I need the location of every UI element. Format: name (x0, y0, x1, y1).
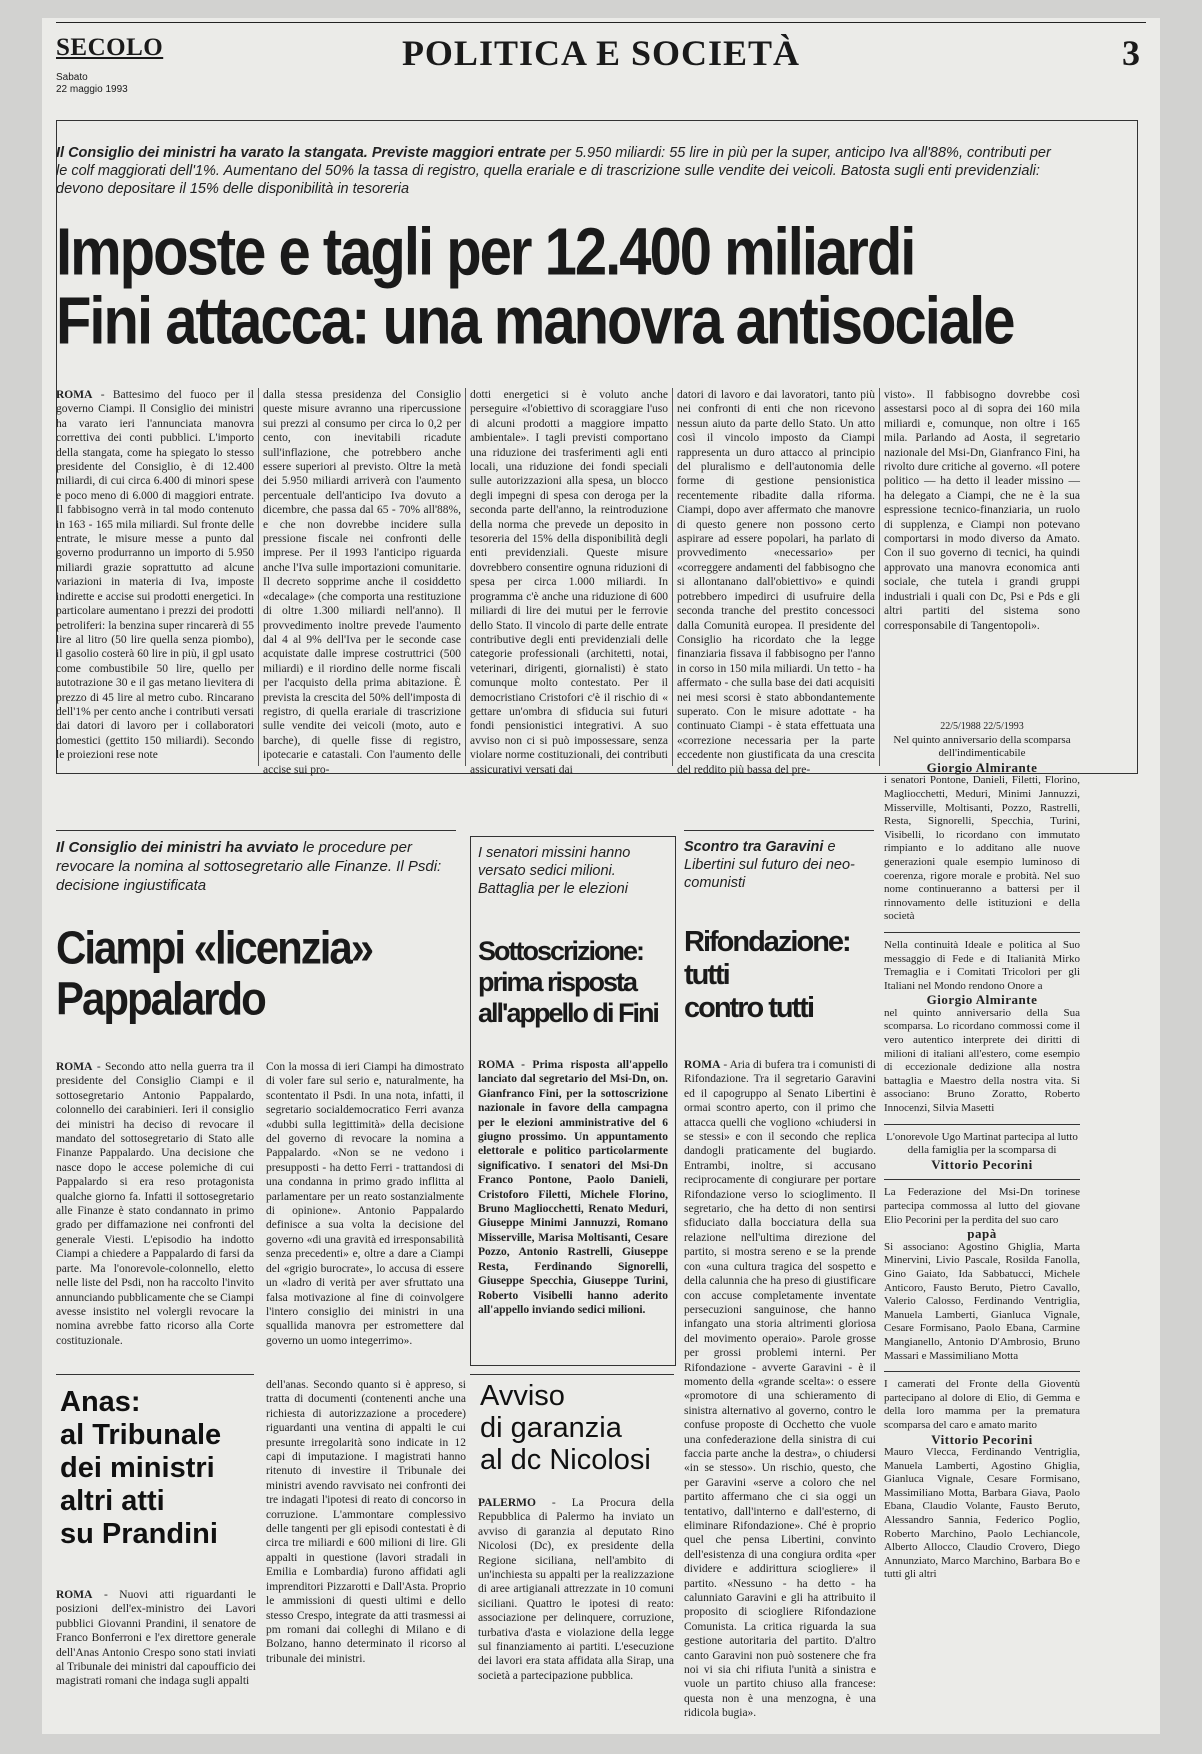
column-divider (258, 388, 259, 766)
kicker-bold: Il Consiglio dei ministri ha avviato (56, 839, 299, 856)
divider (884, 1124, 1080, 1125)
obituary-column (884, 720, 1080, 1640)
kicker-text: e Libertini sul futuro dei neo-comunisti (684, 839, 855, 891)
newspaper-name: SECOLO (56, 34, 164, 61)
column-divider (465, 388, 466, 766)
nicolosi-body (478, 1496, 674, 1690)
main-column-3: dotti energetici si è voluto anche perseguire «l'obiettivo di scoraggiare l'uso di alcuni prodotti a maggiore impatto ambientale». I tagli previsti comportano una riduzione dei trasferimenti agli enti locali, una riduzione dei fondi speciali sulle autorizzazioni alla spesa, un blocco degli impegni di spesa con deroga per la seconda parte dell'anno, la reintroduzione della norma che prevede un deposito in tesoreria del 15% della disponibilità degli enti previdenziali. Queste misure dovrebbero consentire ognuna riduzioni di spesa per circa 1.000 miliardi. In programma c'è anche una riduzione di 600 miliardi di lire dei mutui per le ferrovie dello Stato. Il vincolo di parte delle entrate contributive degli enti previdenziali delle categorie professionali (architetti, notai, veterinari, dirigenti, giornalisti) è stato comunque molto contestato. Per il democristiano Cristofori c'è il rischio di « gettare un'ombra di sfiducia sui futuri fondi pensionistici integrativi. A suo avviso non ci si può impossessare, senza violare norme costituzionali, dei contributi assicurativi versati dai (470, 389, 668, 776)
main-story-kicker (56, 144, 1056, 198)
issue-date (56, 72, 128, 96)
ciampi-kicker (56, 838, 456, 895)
column-divider (879, 388, 880, 766)
ciampi-column-1 (56, 1060, 254, 1362)
dedication-text: nel quinto anniversario della Sua scomparsa. Lo ricordano commossi come il vero autentico interprete dei diritti di milioni di italiani all'estero, come esempio di eccezionale dedizione alla nostra battaglia e Maestro della nostra vita. Si associano: Bruno Zoratto, Roberto Innocenzi, Silvia Masetti (884, 1006, 1080, 1115)
headline-line-1: Ciampi «licenzia» (56, 921, 373, 974)
dedication-intro: Nella continuità Ideale e politica al Suo messaggio di Fede e di Italianità Mirko Tremaglia e i Comitati Tricolori per gli Italiani nel Mondo rendono Onore a (884, 938, 1080, 992)
headline-line-1: Sottoscrizione: (478, 936, 644, 966)
story-top-rule (684, 830, 874, 831)
kicker-bold: Il Consiglio dei ministri ha varato la stangata. Previste maggiori entrate (56, 145, 546, 161)
main-column-5: visto». Il fabbisogno dovrebbe così assestarsi poco al di sopra dei 160 mila miliardi e, comunque, non oltre i 165 mila. Parlando ad Aosta, il segretario nazionale del Msi-Dn, Gianfranco Fini, ha rivolto dure critiche al governo. «Il potere politico — ha detto il leader missino — ha delegato a Ciampi, che ne è la sua espressione tecnico-finanziaria, un ruolo di supplenza, e Ciampi non potevano comportarsi in modo diverso da Amato. Con il suo governo di tecnici, ha quindi approvato una manovra economica anti sociale, che tutela i grandi gruppi industriali i quali con Dc, Psi e Pds e gli altri partiti del sistema sono corresponsabile di Tangentopoli». (884, 389, 1080, 632)
anniversary-dates: 22/5/1988 22/5/1993 (940, 721, 1024, 732)
top-rule (56, 22, 1146, 23)
ciampi-column-2: Con la mossa di ieri Ciampi ha dimostrato di voler fare sul serio e, naturalmente, ha scontentato il Psdi. In una nota, infatti, il segretario socialdemocratico Ferri avanza «dubbi sulla legittimità» della decisione del governo di revocare la nomina a Pappalardo. «Non se ne vedono i presupposti - ha detto Ferri - trattandosi di una condanna in primo grado inflitta al parlamentare per un reato sostanzialmente di opinione». Antonio Pappalardo definisce a sua volta la decisione del governo «di una gravità ed irresponsabilità senza precedenti» e, oltre a dare a Ciampi del «grigio burocrate», lo accusa di essere un «ladro di verità per aver sfruttato una falsa motivazione al fine di coinvolgere l'intero consiglio dei ministri in una squallida manovra per estromettere dal governo un uomo integerrimo». (266, 1061, 464, 1347)
headline-line-3: all'appello di Fini (478, 998, 658, 1028)
issue-date-text: 22 maggio 1993 (56, 84, 128, 95)
condolence-name: Vittorio Pecorini (931, 1156, 1033, 1172)
headline-line-2: tutti (684, 959, 729, 991)
condolence-text: Si associano: Agostino Ghiglia, Marta Minervini, Livio Pascale, Rosilda Fanolla, Gino Gaiato, Ida Sabbatucci, Michele Anticoro, Fausto Beruto, Pietro Cavallo, Valerio Calosso, Ferdinando Ventriglia, Manuela Lamberti, Gianluca Vignale, Cesare Formisano, Paolo Ebana, Carmine Mangianello, Antonio D'Ambrosio, Bruno Massari e Massimiliano Motta (884, 1240, 1080, 1362)
newspaper-page (42, 18, 1160, 1734)
headline-line-2: di garanzia (480, 1412, 622, 1444)
anniversary-text: i senatori Pontone, Danieli, Filetti, Florino, Magliocchetti, Meduri, Minimi Jannuzzi, Misserville, Moltisanti, Pozzo, Rastrelli, Resta, Signorelli, Specchia, Turini, Visibelli, lo ricordano con immutato rimpianto e lo additano alle nuove generazioni quale esempio luminoso di coerenza, rigore morale e probità. Nel suo nome continueranno a battersi per il rinnovamento delle istituzioni e della società (884, 774, 1080, 923)
rifondazione-kicker (684, 838, 874, 892)
sottoscrizione-kicker: I senatori missini hanno versato sedici milioni. Battaglia per le elezioni (478, 845, 631, 897)
main-headline (56, 214, 1136, 359)
main-column-2: dalla stessa presidenza del Consiglio queste misure avranno una ripercussione sui prezzi al consumo per circa lo 0,2 per cento, con inevitabili ricadute sull'inflazione, che potrebbero anche essere superiori al previsto. Oltre la metà dei 5.950 miliardi arriverà con l'aumento percentuale dell'anticipo Iva dovuto a dicembre, che passa dal 65 - 70% all'88%, e che non dovrebbe incidere sulla pressione fiscale nei confronti delle imprese. Per il 1993 l'anticipo riguarda anche l'Iva sulle importazioni comunitarie. Il decreto sopprime anche il cosiddetto «decalage» (che comporta una restituzione di oltre 1.300 miliardi nell'anno). Il provvedimento inoltre prevede l'aumento dal 4 al 9% dell'Iva per le seconde case acquistate dalle imprese costruttrici (500 miliardi) e il riordino delle norme fiscali per l'acquisto della prima abitazione. È prevista la crescita del 50% dell'imposta di registro, di quella erariale di trascrizione sulle vendite dei veicoli (moto, auto e barche), di quelle fisse di registro, ipotecarie e catastali. Con l'aumento delle accise sui pro- (263, 389, 461, 776)
column-divider (672, 388, 673, 766)
condolence-intro: La Federazione del Msi-Dn torinese partecipa commossa al lutto del giovane Elio Pecorini per la perdita del suo caro (884, 1186, 1080, 1226)
masthead (56, 24, 1146, 116)
headline-line-2: al Tribunale (60, 1419, 222, 1451)
dateline: PALERMO (478, 1497, 536, 1509)
divider (884, 1179, 1080, 1180)
headline-line-3: contro tutti (684, 992, 814, 1024)
kicker-bold: Scontro tra Garavini (684, 839, 824, 855)
headline-line-1: Avviso (480, 1380, 565, 1412)
section-title: POLITICA E SOCIETÀ (401, 33, 801, 73)
dateline: ROMA - Prima risposta all'appello (478, 1059, 668, 1071)
dateline: ROMA (56, 1589, 93, 1601)
column-text: - Secondo atto nella guerra tra il presidente del Consiglio Ciampi e il sottosegretario Antonio Pappalardo, colonnello dei carabinieri. Ieri il consiglio dei ministri ha deciso di revocare il mandato del sottosegretario di Stato alle Finanze Pappalardo. Una decisione che nasce dopo le accese polemiche di cui Pappalardo si era reso protagonista qualche giorno fa. Infatti il sottosegretario alle Finanze è stato condannato in primo grado per diffamazione nei confronti del generale Viesti. L'episodio ha indotto Ciampi a chiedere a Pappalardo di farsi da parte. Ma l'onorevole-colonnello, eletto nelle liste del Psdi, non ha raccolto l'invito annunciando pubblicamente che se Ciampi avesse insistito nel volergli revocare la nomina avrebbe fatto ricorso alla Corte costituzionale. (56, 1061, 255, 1347)
column-text: lanciato dal segretario del Msi-Dn, on. Gianfranco Fini, per la sottoscrizione nazionale in favore della campagna per le elezioni amministrative del 6 giugno prossimo. Un appuntamento elettorale e politico particolarmente significativo. I senatori del Msi-Dn Franco Pontone, Paolo Danieli, Cristoforo Filetti, Michele Florino, Bruno Magliocchetti, Renato Meduri, Giuseppe Minimi Jannuzzi, Romano Misserville, Marisa Moltisanti, Cesare Pozzo, Antonio Rastrelli, Giuseppe Resta, Ferdinando Signorelli, Giuseppe Specchia, Giuseppe Turini, Roberto Visibelli hanno aderito all'appello inviando sedici milioni. (478, 1073, 668, 1316)
column-text: - La Procura della Repubblica di Palermo ha inviato un avviso di garanzia al deputato Rino Nicolosi (Dc), ex presidente della Regione siciliana, nell'ambito di un'inchiesta su appalti per la realizzazione di aree artigianali attrezzate in 10 comuni siciliani. Quattro le ipotesi di reato: associazione per delinquere, corruzione, turbativa d'asta e violazione della legge sul finanziamento ai partiti. L'esecuzione dei lavori era stata affidata alla Sirap, una società a partecipazione pubblica. (478, 1497, 674, 1682)
main-column-1 (56, 388, 254, 766)
headline-line-1: Imposte e tagli per 12.400 miliardi (56, 214, 915, 290)
divider (884, 932, 1080, 933)
headline-line-2: Fini attacca: una manovra antisociale (56, 283, 1014, 359)
story-top-rule (56, 830, 456, 831)
condolence-name: papà (967, 1226, 997, 1242)
dedication-name: Giorgio Almirante (926, 992, 1038, 1008)
headline-line-5: su Prandini (60, 1518, 218, 1550)
condolence-intro: I camerati del Fronte della Gioventù partecipano al dolore di Elio, di Gemma e della loro mamma per la prematura scomparsa del caro e amato marito (884, 1378, 1080, 1431)
kicker-text: per 5.950 miliardi: 55 lire in più per la super, anticipo Iva all'88%, contributi per le colf maggiorati dell'1%. Aumentano del 50% la tassa di registro, quella erariale e di trascrizione sulle vendite dei veicoli. Batosta sugli enti previdenziali: devono depositare il 15% delle disponibilità in tesoreria (56, 145, 1051, 197)
anas-column-1 (56, 1588, 256, 1688)
anas-headline (60, 1386, 258, 1551)
anniversary-intro: Nel quinto anniversario della scomparsa dell'indimenticabile (893, 733, 1071, 760)
nicolosi-headline (480, 1380, 680, 1476)
main-column-4: datori di lavoro e dai lavoratori, tanto più nei confronti di enti che non ricevono nessun aiuto da parte dello Stato. Un atto così il vincolo imposto da Ciampi rappresenta un duro attacco al principio del pluralismo e dell'autonomia delle forme di gestione pensionistica recentemente ribadite dalla riforma. Ciampi, dopo aver affermato che manovre di questo genere non possono certo aspirare ad essere popolari, ha parlato di provvedimento «necessario» per «correggere andamenti del fabbisogno che si allontanano dall'obiettivo» e quindi potrebbero impedirci di usufruire della seconda tranche del prestito concessoci dalla Comunità europea. Il presidente del Consiglio ha ricordato che la legge finanziaria fissava il fabbisogno per l'anno in corso in 150 mila miliardi. Un tetto - ha affermato - che sulla base dei dati acquisiti nei mesi scorsi è stato abbondantemente superato. Con le misure adottate - ha continuato Ciampi - è stata effettuata una «correzione necessaria per la parte eccedente non giustificata da una crescita del reddito più bassa del pre- (677, 389, 875, 776)
kicker-text: le procedure per revocare la nomina al sottosegretario alle Finanze. Il Psdi: decisione ingiustificata (56, 839, 442, 894)
ciampi-headline (56, 923, 456, 1024)
dateline: ROMA (56, 389, 93, 401)
anniversary-name: Giorgio Almirante (926, 759, 1038, 775)
headline-line-3: al dc Nicolosi (480, 1444, 651, 1476)
divider (884, 1371, 1080, 1372)
column-text: - Battesimo del fuoco per il governo Ciampi. Il Consiglio dei ministri ha varato ieri l'annunciata manovra correttiva dei conti pubblici. L'importo della stangata, come ha spiegato lo stesso presidente del Consiglio, è di 12.400 miliardi, di cui circa 6.400 di minori spese e poco meno di 6.000 di maggiori entrate. Il fabbisogno verrà in tal modo contenuto in 163 - 165 mila miliardi. Sul fronte delle entrate, le misure messe a punto dal governo produrranno un importo di 5.950 miliardi grazie soprattutto ad alcune variazioni in materia di Iva, imposte indirette e accise sui prodotti energetici. In particolare aumentano i prezzi dei prodotti petroliferi: la benzina super rincarerà di 55 lire al litro (50 lire quella senza piombo), il gasolio costerà 60 lire in più, il gpl usato come combustibile 50 lire, quello per autotrazione 30 e il gas metano lievitera di prezzo di 45 lire al metro cubo. Rincarano dell'1% per cento anche i contributi versati dai datori di lavoro per i collaboratori domestici (gettito 150 miliardi). Secondo le proiezioni rese note (56, 389, 255, 762)
anas-column-2: dell'anas. Secondo quanto si è appreso, si tratta di documenti (contenenti anche una richiesta di autorizzazione a procedere) riguardanti una ventina di appalti le cui presunte irregolarità sono indicate in 12 capi di imputazione. I magistrati hanno ritenuto di investire il Tribunale dei ministri avendo ravvisato nei confronti dei tre indagati l'ipotesi di reato di concorso in corruzione. L'ammontare complessivo delle tangenti per gli episodi contestati è di circa tre miliardi e 600 milioni di lire. Gli appalti in questione (lavori stradali in Emilia e Lombardia) furono affidati agli imprenditori Pizzarotti e Dall'Asta. Proprio le ammissioni di questi ultimi e dello stesso Crespo, integrate da atti trasmessi ai pm romani dai colleghi di Milano e di Bolzano, hanno determinato il ricorso al tribunale dei ministri. (266, 1379, 466, 1665)
condolence-intro: L'onorevole Ugo Martinat partecipa al lutto della famiglia per la scomparsa di (886, 1130, 1078, 1157)
headline-line-1: Anas: (60, 1386, 141, 1418)
page-number: 3 (1122, 33, 1140, 73)
headline-line-2: Pappalardo (56, 972, 265, 1025)
sottoscrizione-headline (478, 936, 668, 1029)
headline-line-3: dei ministri (60, 1452, 215, 1484)
column-text: - Nuovi atti riguardanti le posizioni dell'ex-ministro dei Lavori pubblici Giovanni Prandini, il senatore de Franco Bonferroni e l'ex direttore generale dell'Anas Antonio Crespo sono stati inviati al Tribunale dei ministri dal capoufficio dei magistrati romani che indaga sugli appalti (56, 1589, 256, 1688)
dateline: ROMA (56, 1061, 93, 1073)
dateline: ROMA (684, 1059, 721, 1071)
headline-line-2: prima risposta (478, 967, 637, 997)
issue-day: Sabato (56, 72, 88, 83)
headline-line-1: Rifondazione: (684, 926, 850, 958)
condolence-name: Vittorio Pecorini (931, 1431, 1033, 1447)
rifondazione-headline (684, 926, 874, 1025)
story-top-rule (470, 1374, 674, 1375)
headline-line-4: altri atti (60, 1485, 165, 1517)
column-text: - Aria di bufera tra i comunisti di Rifondazione. Tra il segretario Garavini ed il capogruppo al Senato Libertini è ormai scontro aperto, con il primo che attacca quelli che vogliono «chiudersi in se stessi» e con il secondo che replica dandogli praticamente del bugiardo. Entrambi, inoltre, si accusano reciprocamente di congiurare per portare Rifondazione verso lo scioglimento. Il segretario, che ha detto di non sentirsi sfiduciato dalla bocciatura della sua relazione nell'ultima direzione del partito, si mostra sereno e se la prende con «una cultura tragica del sospetto e della calunnia che ha preso di giustificare con accuse completamente inventate persecuzioni sanguinose, che hanno infangato una storia altrimenti gloriosa del movimento operaio». Parole grosse per grossi problemi interni. Per Rifondazione - avverte Garavini - è il momento della «grande scelta»: o essere «promotore di una schieramento di sinistra alternativo al governo, contro le confuse proposte di Occhetto che vuole una confederazione della sinistra di cui faccia parte anche la destra», o chiudersi «in se stesso». Un rischio, questo, che per Garavini «serve a coloro che nel partito affermano che ci sia oggi un tentativo, dall'interno e dall'esterno, di eliminare Rifondazione». Ché è proprio quel che pensa Libertini, convinto dell'esistenza di una congiura ordita «per dividere e addirittura sciogliere» il partito. «Nessuno - ha detto - ha calunniato Garavini e gli ha attribuito il proposito di sciogliere Rifondazione Comunista. La critica riguarda la sua gestione autoritaria del partito. D'altro canto Garavini non può sostenere che fra noi vi sia chi rifiuta l'unità a sinistra e vuole un partito chiuso alla francese: questa non è una menzogna, è una ridicola bugia». (684, 1059, 876, 1720)
condolence-text: Mauro Vlecca, Ferdinando Ventriglia, Manuela Lamberti, Agostino Ghiglia, Gianluca Vignale, Cesare Formisano, Massimiliano Motta, Barbara Giava, Paolo Ebana, Claudio Volante, Fausto Beruto, Alessandro Sannia, Federico Poglio, Roberto Marchino, Paolo Lechiancole, Alberto Allocco, Claudio Crovero, Diego Annunziato, Marco Marchino, Barbara Bo e tutti gli altri (884, 1446, 1080, 1581)
story-top-rule (56, 1374, 254, 1375)
rifondazione-body (684, 1058, 876, 1720)
sottoscrizione-body (478, 1058, 668, 1358)
